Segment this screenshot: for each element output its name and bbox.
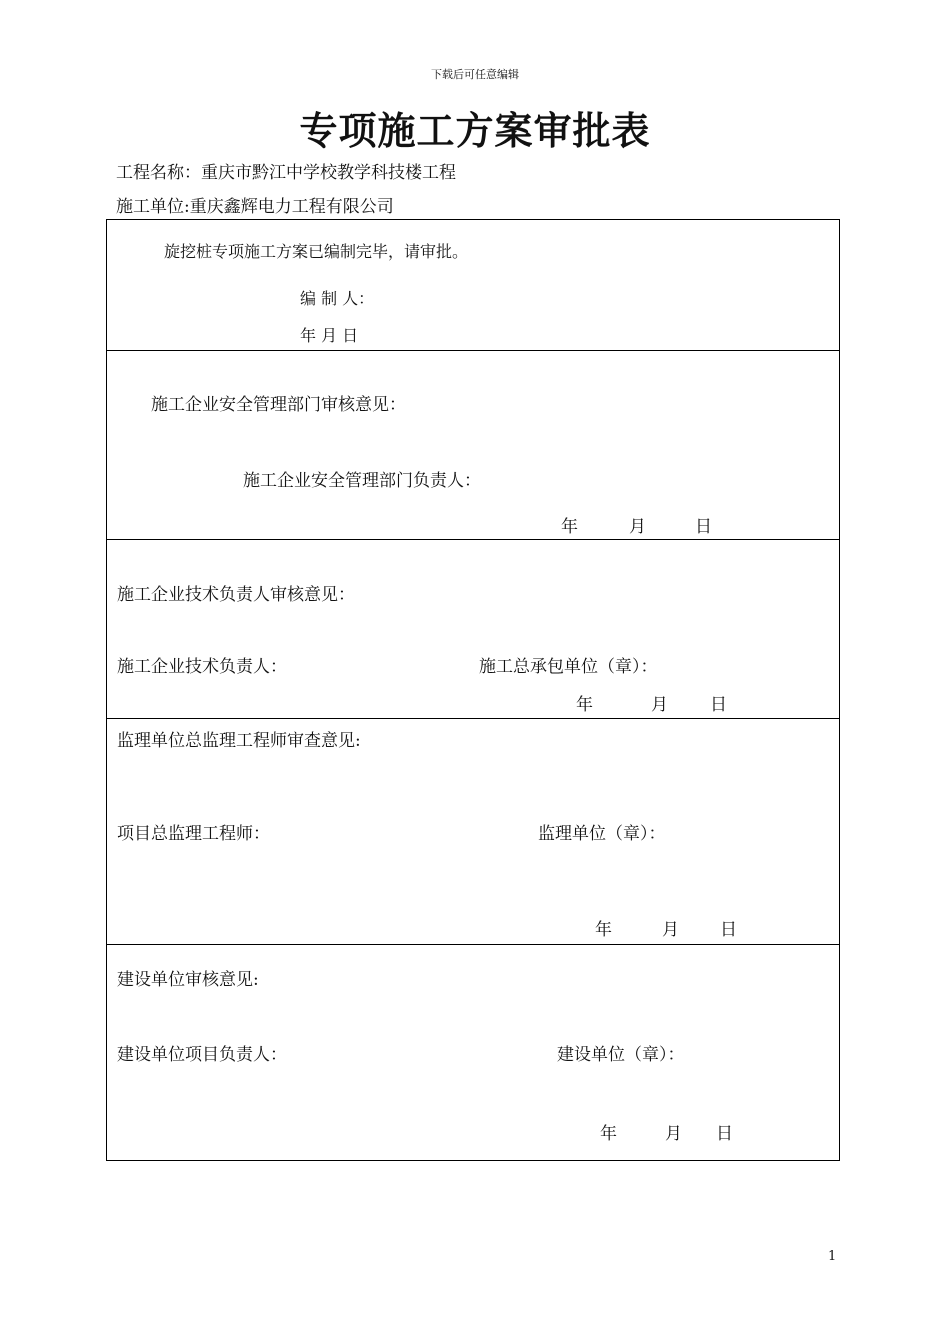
supervision-signer-label: 项目总监理工程师： — [117, 824, 270, 844]
owner-opinion-label: 建设单位审核意见: — [117, 970, 259, 990]
page-title: 专项施工方案审批表 — [299, 109, 651, 153]
preparer-label: 编 制 人： — [300, 289, 375, 308]
technical-date-year: 年 — [576, 695, 593, 715]
approval-form-table — [106, 219, 840, 1161]
project-name-label: 工程名称： — [116, 163, 201, 183]
supervision-seal-label: 监理单位（章）： — [538, 824, 666, 844]
technical-date-month: 月 — [651, 695, 668, 715]
technical-opinion-label: 施工企业技术负责人审核意见： — [117, 585, 355, 605]
technical-date-day: 日 — [710, 695, 727, 715]
project-name-value: 重庆市黔江中学校教学科技楼工程 — [201, 163, 456, 183]
general-contractor-seal-label: 施工总承包单位（章）： — [479, 657, 658, 677]
safety-head-label: 施工企业安全管理部门负责人： — [243, 471, 481, 491]
owner-date-year: 年 — [600, 1124, 617, 1144]
safety-date-month: 月 — [629, 517, 646, 537]
supervision-date-day: 日 — [720, 920, 737, 940]
contractor-value: 重庆鑫辉电力工程有限公司 — [189, 197, 394, 217]
contractor-line — [116, 192, 394, 217]
owner-date-day: 日 — [716, 1124, 733, 1144]
owner-date-month: 月 — [665, 1124, 682, 1144]
technical-signer-label: 施工企业技术负责人： — [117, 657, 287, 677]
owner-signer-label: 建设单位项目负责人： — [117, 1045, 287, 1065]
section-safety-review — [107, 350, 839, 539]
supervision-date-month: 月 — [662, 920, 679, 940]
safety-opinion-label: 施工企业安全管理部门审核意见： — [151, 395, 406, 415]
preparation-date: 年 月 日 — [300, 326, 359, 345]
section-technical-review — [107, 539, 839, 718]
contractor-label: 施工单位: — [116, 197, 190, 217]
section-preparation — [107, 220, 839, 350]
supervision-opinion-label: 监理单位总监理工程师审查意见: — [117, 731, 361, 751]
header-note: 下载后可任意编辑 — [431, 68, 519, 81]
owner-seal-label: 建设单位（章）： — [557, 1045, 685, 1065]
safety-date-day: 日 — [695, 517, 712, 537]
preparation-statement: 旋挖桩专项施工方案已编制完毕，请审批。 — [164, 242, 469, 261]
supervision-date-year: 年 — [595, 920, 612, 940]
project-name-line — [116, 158, 456, 183]
section-supervision-review — [107, 718, 839, 944]
page-number: 1 — [828, 1249, 837, 1264]
section-owner-review — [107, 944, 839, 1160]
safety-date-year: 年 — [561, 517, 578, 537]
